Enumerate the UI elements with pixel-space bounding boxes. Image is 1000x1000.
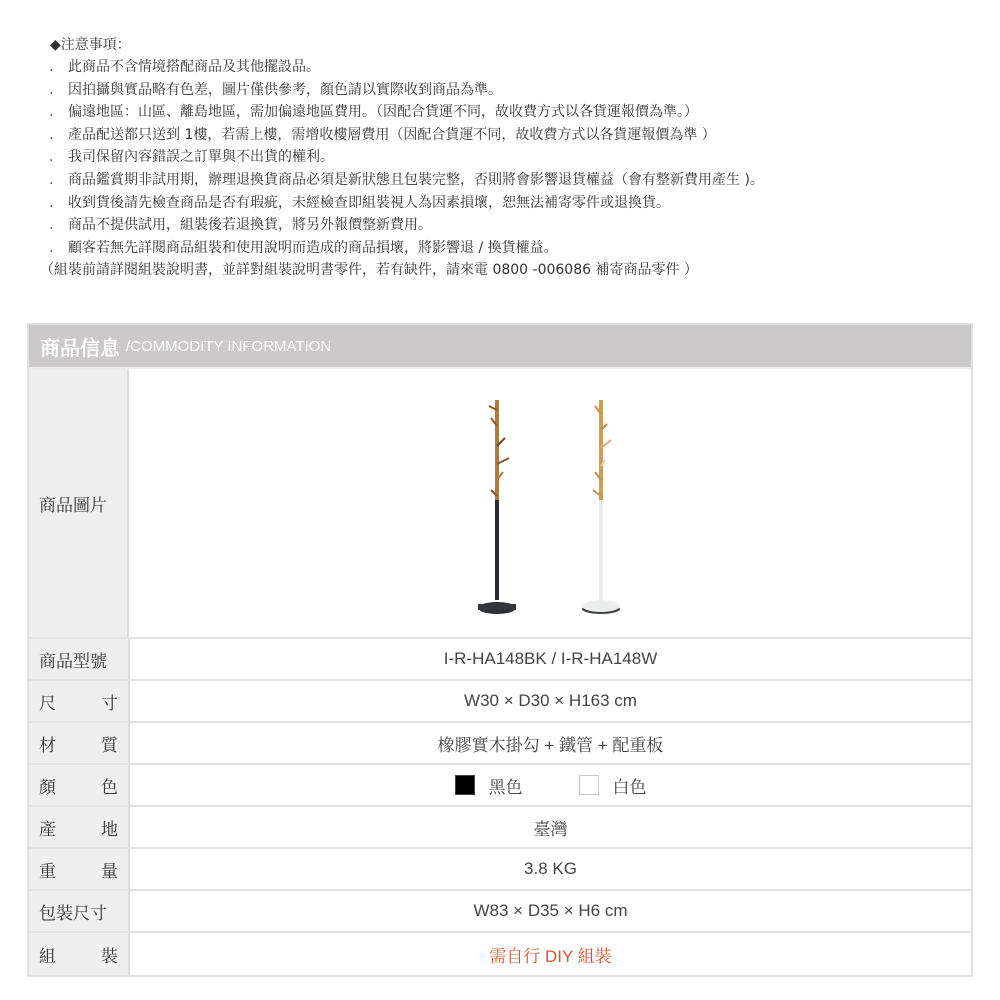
row-label-text: 顏 <box>39 777 56 798</box>
row-value <box>130 807 971 847</box>
bullet-icon: . <box>49 59 54 75</box>
row-label <box>29 723 130 763</box>
notice-item-text: 商品鑑賞期非試用期，辦理退換貨商品必須是新狀態且包裝完整，否則將會影響退貨權益（會有整新費用產生 )。 <box>68 171 764 188</box>
black-coat-rack <box>478 400 516 614</box>
row-label-text: 質 <box>101 735 118 756</box>
bullet-icon: . <box>49 149 54 166</box>
notice-item-text: 顧客若無先詳閱商品組裝和使用說明而造成的商品損壞，將影響退 / 換貨權益。 <box>68 239 558 256</box>
table-row <box>29 807 971 849</box>
color-name: 白色 <box>612 777 647 797</box>
table-row-product-image <box>29 369 971 639</box>
row-value-text: I-R-HA148BK / I-R-HA148W <box>443 649 658 668</box>
bullet-icon: . <box>49 104 54 121</box>
row-label-text: 商品型號 <box>39 651 107 672</box>
notice-footer: （組裝前請詳閱組裝說明書，並詳對組裝說明書零件，若有缺件，請來電 0800 -006086 補寄商品零件 ） <box>40 262 698 279</box>
row-label <box>29 933 130 975</box>
row-value-text: 3.8 KG <box>524 859 577 878</box>
spec-rows <box>29 639 971 975</box>
color-option <box>455 773 523 798</box>
color-swatch-icon <box>579 775 599 795</box>
row-value <box>130 681 971 721</box>
bullet-icon: . <box>49 126 54 143</box>
row-label-text: 裝 <box>101 946 118 967</box>
table-row <box>29 723 971 765</box>
row-label-text: 尺 <box>39 693 56 714</box>
notice-item <box>38 56 988 79</box>
notice-list <box>38 56 988 259</box>
notice-item <box>38 101 988 124</box>
row-label <box>29 849 130 889</box>
notice-item <box>38 146 988 169</box>
table-header-title: 商品信息 <box>40 335 120 360</box>
row-label-text: 包裝尺寸 <box>39 903 107 924</box>
white-coat-rack <box>582 400 620 614</box>
row-value <box>130 639 971 679</box>
row-label <box>29 681 130 721</box>
table-header <box>29 325 971 369</box>
table-row <box>29 765 971 807</box>
table-row <box>29 933 971 975</box>
row-label-text: 量 <box>101 861 118 882</box>
row-label-text: 產 <box>39 819 56 840</box>
row-label-text: 材 <box>39 735 56 756</box>
notice-item-text: 偏遠地區：山區、離島地區，需加偏遠地區費用。（因配合貨運不同，故收費方式以各貨運報價為準。） <box>68 104 698 121</box>
notice-item-text: 產品配送都只送到 1樓，若需上樓，需增收樓層費用（因配合貨運不同，故收費方式以各貨運報價為準 ） <box>68 126 716 143</box>
color-option <box>579 773 647 798</box>
notice-item-text: 因拍攝與實品略有色差，圖片僅供參考，顏色請以實際收到商品為準。 <box>68 81 502 98</box>
row-label-text: 重 <box>39 861 56 882</box>
product-image <box>129 369 971 637</box>
color-name: 黑色 <box>488 777 523 797</box>
row-label <box>29 639 130 679</box>
table-row <box>29 639 971 681</box>
row-value-text: 需自行 DIY 組裝 <box>489 946 612 966</box>
notice-item-text: 收到貨後請先檢查商品是否有瑕疵，未經檢查即組裝視人為因素損壞，恕無法補寄零件或退換貨。 <box>68 194 670 211</box>
table-row <box>29 681 971 723</box>
bullet-icon: . <box>49 217 54 234</box>
coat-racks-image <box>129 368 971 638</box>
bullet-icon: . <box>49 194 54 211</box>
bullet-icon: . <box>49 171 54 188</box>
notice-item <box>38 237 988 260</box>
notice-item <box>38 169 988 192</box>
row-label-text: 組 <box>39 946 56 967</box>
notice-section <box>38 34 988 281</box>
row-value <box>130 933 971 975</box>
row-label <box>29 369 129 637</box>
row-label-text: 地 <box>101 819 118 840</box>
notice-item-text: 此商品不含情境搭配商品及其他擺設品。 <box>68 59 320 75</box>
notice-item <box>38 124 988 147</box>
table-row <box>29 891 971 933</box>
row-label <box>29 765 130 805</box>
bullet-icon: . <box>49 81 54 98</box>
row-label-text: 商品圖片 <box>39 495 107 516</box>
row-value-text: W30 × D30 × H163 cm <box>464 691 637 710</box>
row-label <box>29 807 130 847</box>
row-value-text: 臺灣 <box>533 819 568 839</box>
notice-item-text: 我司保留內容錯誤之訂單與不出貨的權利。 <box>68 149 334 166</box>
table-header-subtitle: /COMMODITY INFORMATION <box>126 337 332 355</box>
commodity-info-table <box>27 323 973 977</box>
color-swatch-icon <box>455 775 475 795</box>
bullet-icon: . <box>49 239 54 256</box>
row-value <box>130 723 971 763</box>
notice-item <box>38 192 988 215</box>
table-row <box>29 849 971 891</box>
row-value <box>130 765 971 805</box>
row-value <box>130 849 971 889</box>
notice-item <box>38 79 988 102</box>
row-label-text: 寸 <box>101 693 118 714</box>
notice-item-text: 商品不提供試用，組裝後若退換貨，將另外報價整新費用。 <box>68 217 432 234</box>
row-label <box>29 891 130 931</box>
row-value-text: 橡膠實木掛勾 + 鐵管 + 配重板 <box>437 735 664 755</box>
notice-title: ◆注意事項： <box>50 37 131 53</box>
row-value-text: W83 × D35 × H6 cm <box>473 901 628 920</box>
row-value <box>130 891 971 931</box>
notice-item <box>38 214 988 237</box>
row-label-text: 色 <box>101 777 118 798</box>
